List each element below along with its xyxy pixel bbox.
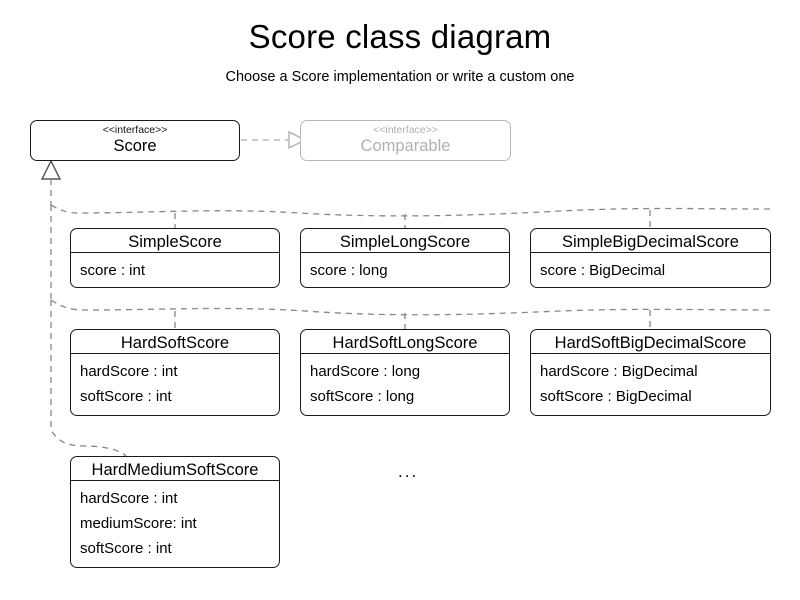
- class-name-hardsoftscore: HardSoftScore: [120, 334, 230, 352]
- class-name-hardmediumsoftscore: HardMediumSoftScore: [91, 461, 259, 479]
- edge-row2: [51, 300, 770, 315]
- class-attributes-simplescore: [71, 253, 279, 288]
- attribute: hardScore : int: [80, 490, 178, 507]
- attribute: hardScore : BigDecimal: [540, 363, 698, 380]
- class-box-hardsoftscore[interactable]: [70, 329, 280, 416]
- attribute: mediumScore: int: [80, 515, 197, 532]
- class-header-hardsoftbigdecimalscore: [531, 330, 770, 353]
- class-attributes-simplebigdecimalscore: [531, 253, 770, 288]
- class-attributes-hardmediumsoftscore: [71, 481, 279, 567]
- class-header-simplescore: [71, 229, 279, 252]
- attribute: score : BigDecimal: [540, 262, 666, 279]
- class-name-comparable: Comparable: [360, 137, 451, 155]
- diagram-title: Score class diagram: [248, 18, 552, 55]
- class-name-simplebigdecimalscore: SimpleBigDecimalScore: [562, 233, 739, 251]
- attribute: hardScore : int: [80, 363, 178, 380]
- class-header-simplelongscore: [301, 229, 509, 252]
- class-box-score[interactable]: [30, 120, 240, 161]
- class-box-simplescore[interactable]: [70, 228, 280, 288]
- class-name-hardsoftlongscore: HardSoftLongScore: [332, 334, 478, 352]
- attribute: hardScore : long: [310, 363, 421, 380]
- class-attributes-hardsoftbigdecimalscore: [531, 354, 770, 415]
- diagram-subtitle: Choose a Score implementation or write a custom one: [225, 69, 575, 85]
- class-box-hardsoftlongscore[interactable]: [300, 329, 510, 416]
- stereotype-comparable: <<interface>>: [373, 124, 438, 136]
- class-name-simplelongscore: SimpleLongScore: [339, 233, 471, 251]
- attribute: score : long: [310, 262, 388, 279]
- class-box-hardsoftbigdecimalscore[interactable]: [530, 329, 771, 416]
- stereotype-score: <<interface>>: [102, 124, 168, 136]
- class-attributes-simplelongscore: [301, 253, 509, 288]
- ellipsis-more-implementations: ...: [398, 462, 419, 481]
- generalization-arrowhead-score: [42, 161, 60, 179]
- class-header-hardmediumsoftscore: [71, 457, 279, 480]
- class-name-simplescore: SimpleScore: [128, 233, 222, 251]
- attribute: score : int: [80, 262, 146, 279]
- class-attributes-hardsoftlongscore: [301, 354, 509, 415]
- class-header-simplebigdecimalscore: [531, 229, 770, 252]
- class-box-comparable[interactable]: [300, 120, 511, 161]
- class-box-simplebigdecimalscore[interactable]: [530, 228, 771, 288]
- class-attributes-hardsoftscore: [71, 354, 279, 415]
- class-header-hardsoftlongscore: [301, 330, 509, 353]
- attribute: softScore : int: [80, 388, 172, 405]
- class-name-hardsoftbigdecimalscore: HardSoftBigDecimalScore: [554, 334, 747, 352]
- class-header-comparable: [301, 121, 510, 156]
- class-header-score: [31, 121, 239, 156]
- class-header-hardsoftscore: [71, 330, 279, 353]
- class-box-simplelongscore[interactable]: [300, 228, 510, 288]
- class-box-hardmediumsoftscore[interactable]: [70, 456, 280, 568]
- class-name-score: Score: [113, 137, 157, 155]
- attribute: softScore : long: [310, 388, 415, 405]
- attribute: softScore : BigDecimal: [540, 388, 692, 405]
- attribute: softScore : int: [80, 540, 172, 557]
- edge-row1: [51, 205, 770, 216]
